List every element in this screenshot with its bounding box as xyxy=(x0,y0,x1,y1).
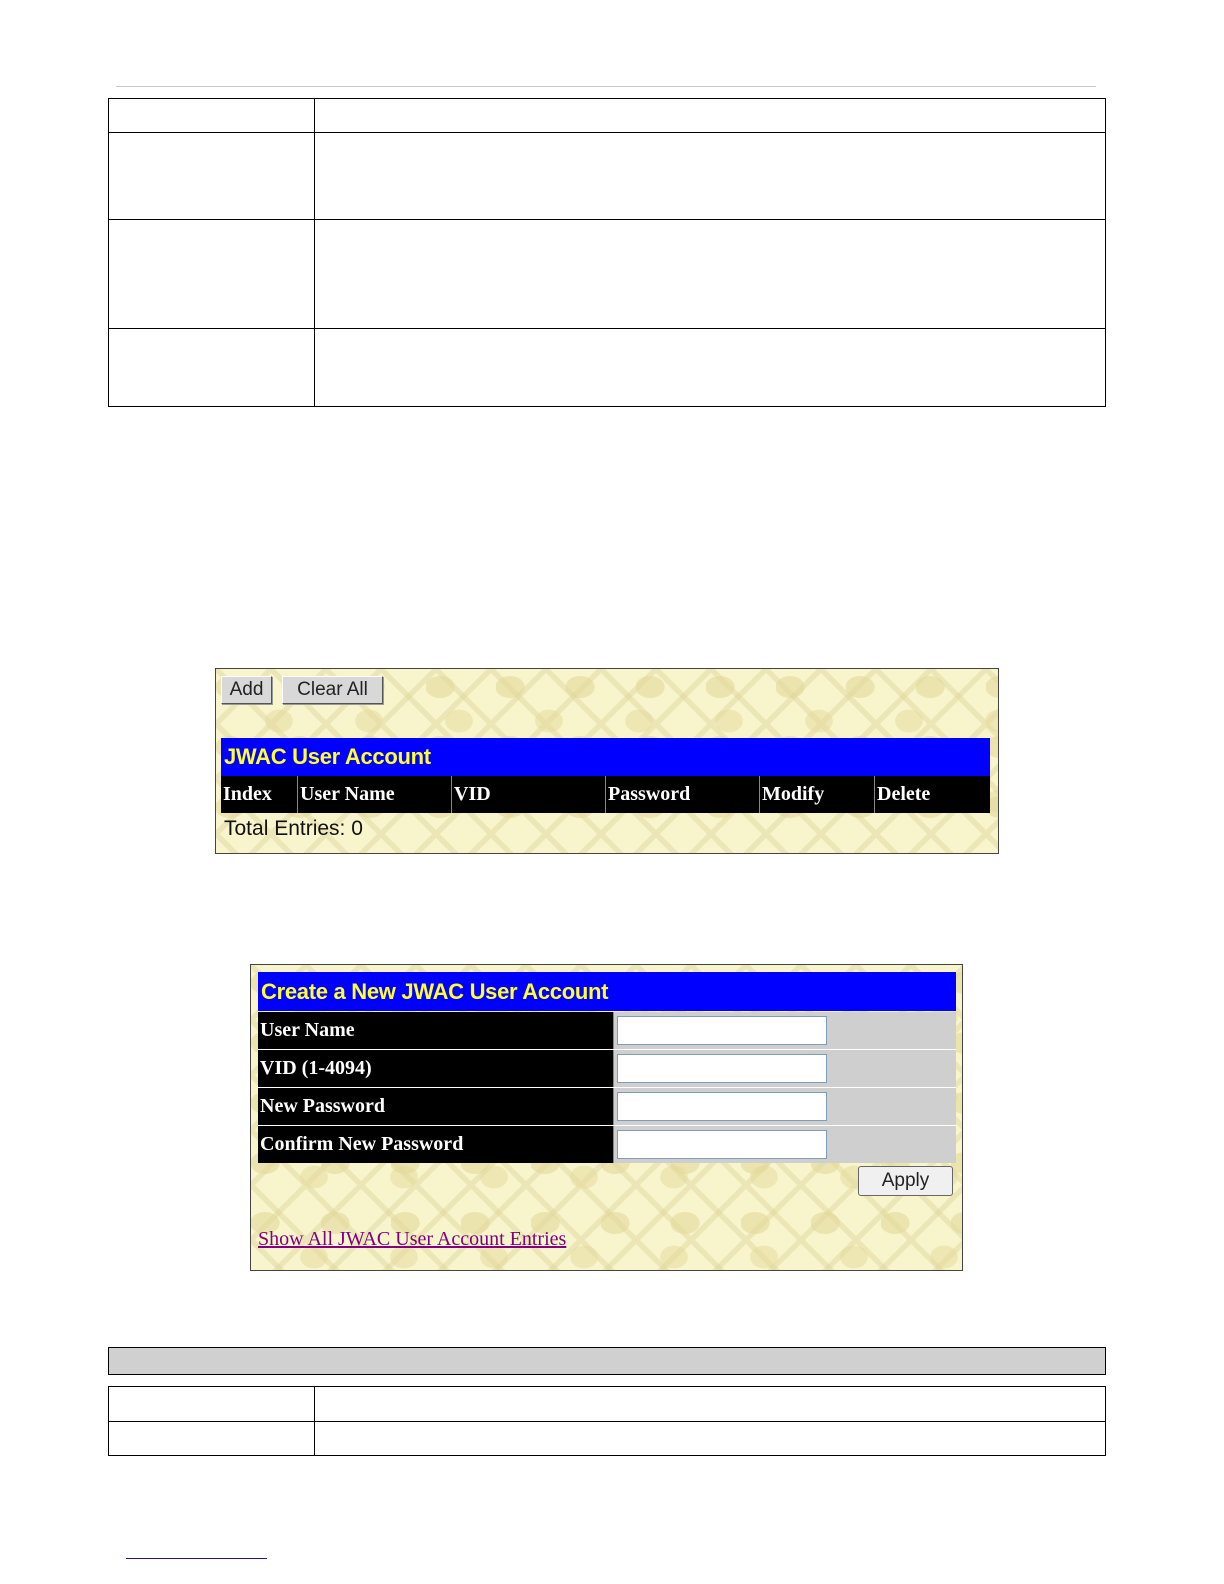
column-index: Index xyxy=(221,776,298,813)
column-user-name: User Name xyxy=(298,776,452,813)
table-row xyxy=(109,220,1106,329)
clear-all-button[interactable]: Clear All xyxy=(282,676,383,704)
jwac-user-account-panel xyxy=(215,668,999,854)
table-row xyxy=(109,1422,1106,1456)
confirm-password-row xyxy=(258,1126,956,1163)
table-row xyxy=(109,1387,1106,1422)
column-delete: Delete xyxy=(877,783,931,805)
parameter-description-table-bottom xyxy=(108,1386,1106,1456)
table-row xyxy=(109,133,1106,220)
user-name-input[interactable] xyxy=(617,1016,827,1045)
user-account-column-header xyxy=(221,776,990,813)
create-user-account-panel xyxy=(250,964,963,1271)
table-caption-bar xyxy=(108,1347,1106,1375)
user-account-header: JWAC User Account xyxy=(221,738,990,776)
create-account-header: Create a New JWAC User Account xyxy=(258,972,956,1011)
vid-input[interactable] xyxy=(617,1054,827,1083)
parameter-description-table xyxy=(108,98,1106,407)
confirm-password-input[interactable] xyxy=(617,1130,827,1159)
apply-button[interactable]: Apply xyxy=(858,1166,953,1196)
column-modify: Modify xyxy=(760,776,875,813)
confirm-password-label: Confirm New Password xyxy=(258,1126,613,1163)
table-row xyxy=(109,329,1106,407)
vid-row xyxy=(258,1050,956,1087)
show-all-entries-link[interactable]: Show All JWAC User Account Entries xyxy=(258,1228,567,1250)
total-entries: Total Entries: 0 xyxy=(224,817,363,840)
new-password-row xyxy=(258,1088,956,1125)
add-button[interactable]: Add xyxy=(221,676,272,704)
column-password: Password xyxy=(606,776,760,813)
user-name-row xyxy=(258,1012,956,1049)
page-header-rule xyxy=(116,86,1096,87)
column-vid: VID xyxy=(452,776,606,813)
user-name-label: User Name xyxy=(258,1012,613,1049)
footer-rule xyxy=(126,1558,267,1559)
new-password-input[interactable] xyxy=(617,1092,827,1121)
new-password-label: New Password xyxy=(258,1088,613,1125)
table-row xyxy=(109,99,1106,133)
vid-label: VID (1-4094) xyxy=(258,1050,613,1087)
